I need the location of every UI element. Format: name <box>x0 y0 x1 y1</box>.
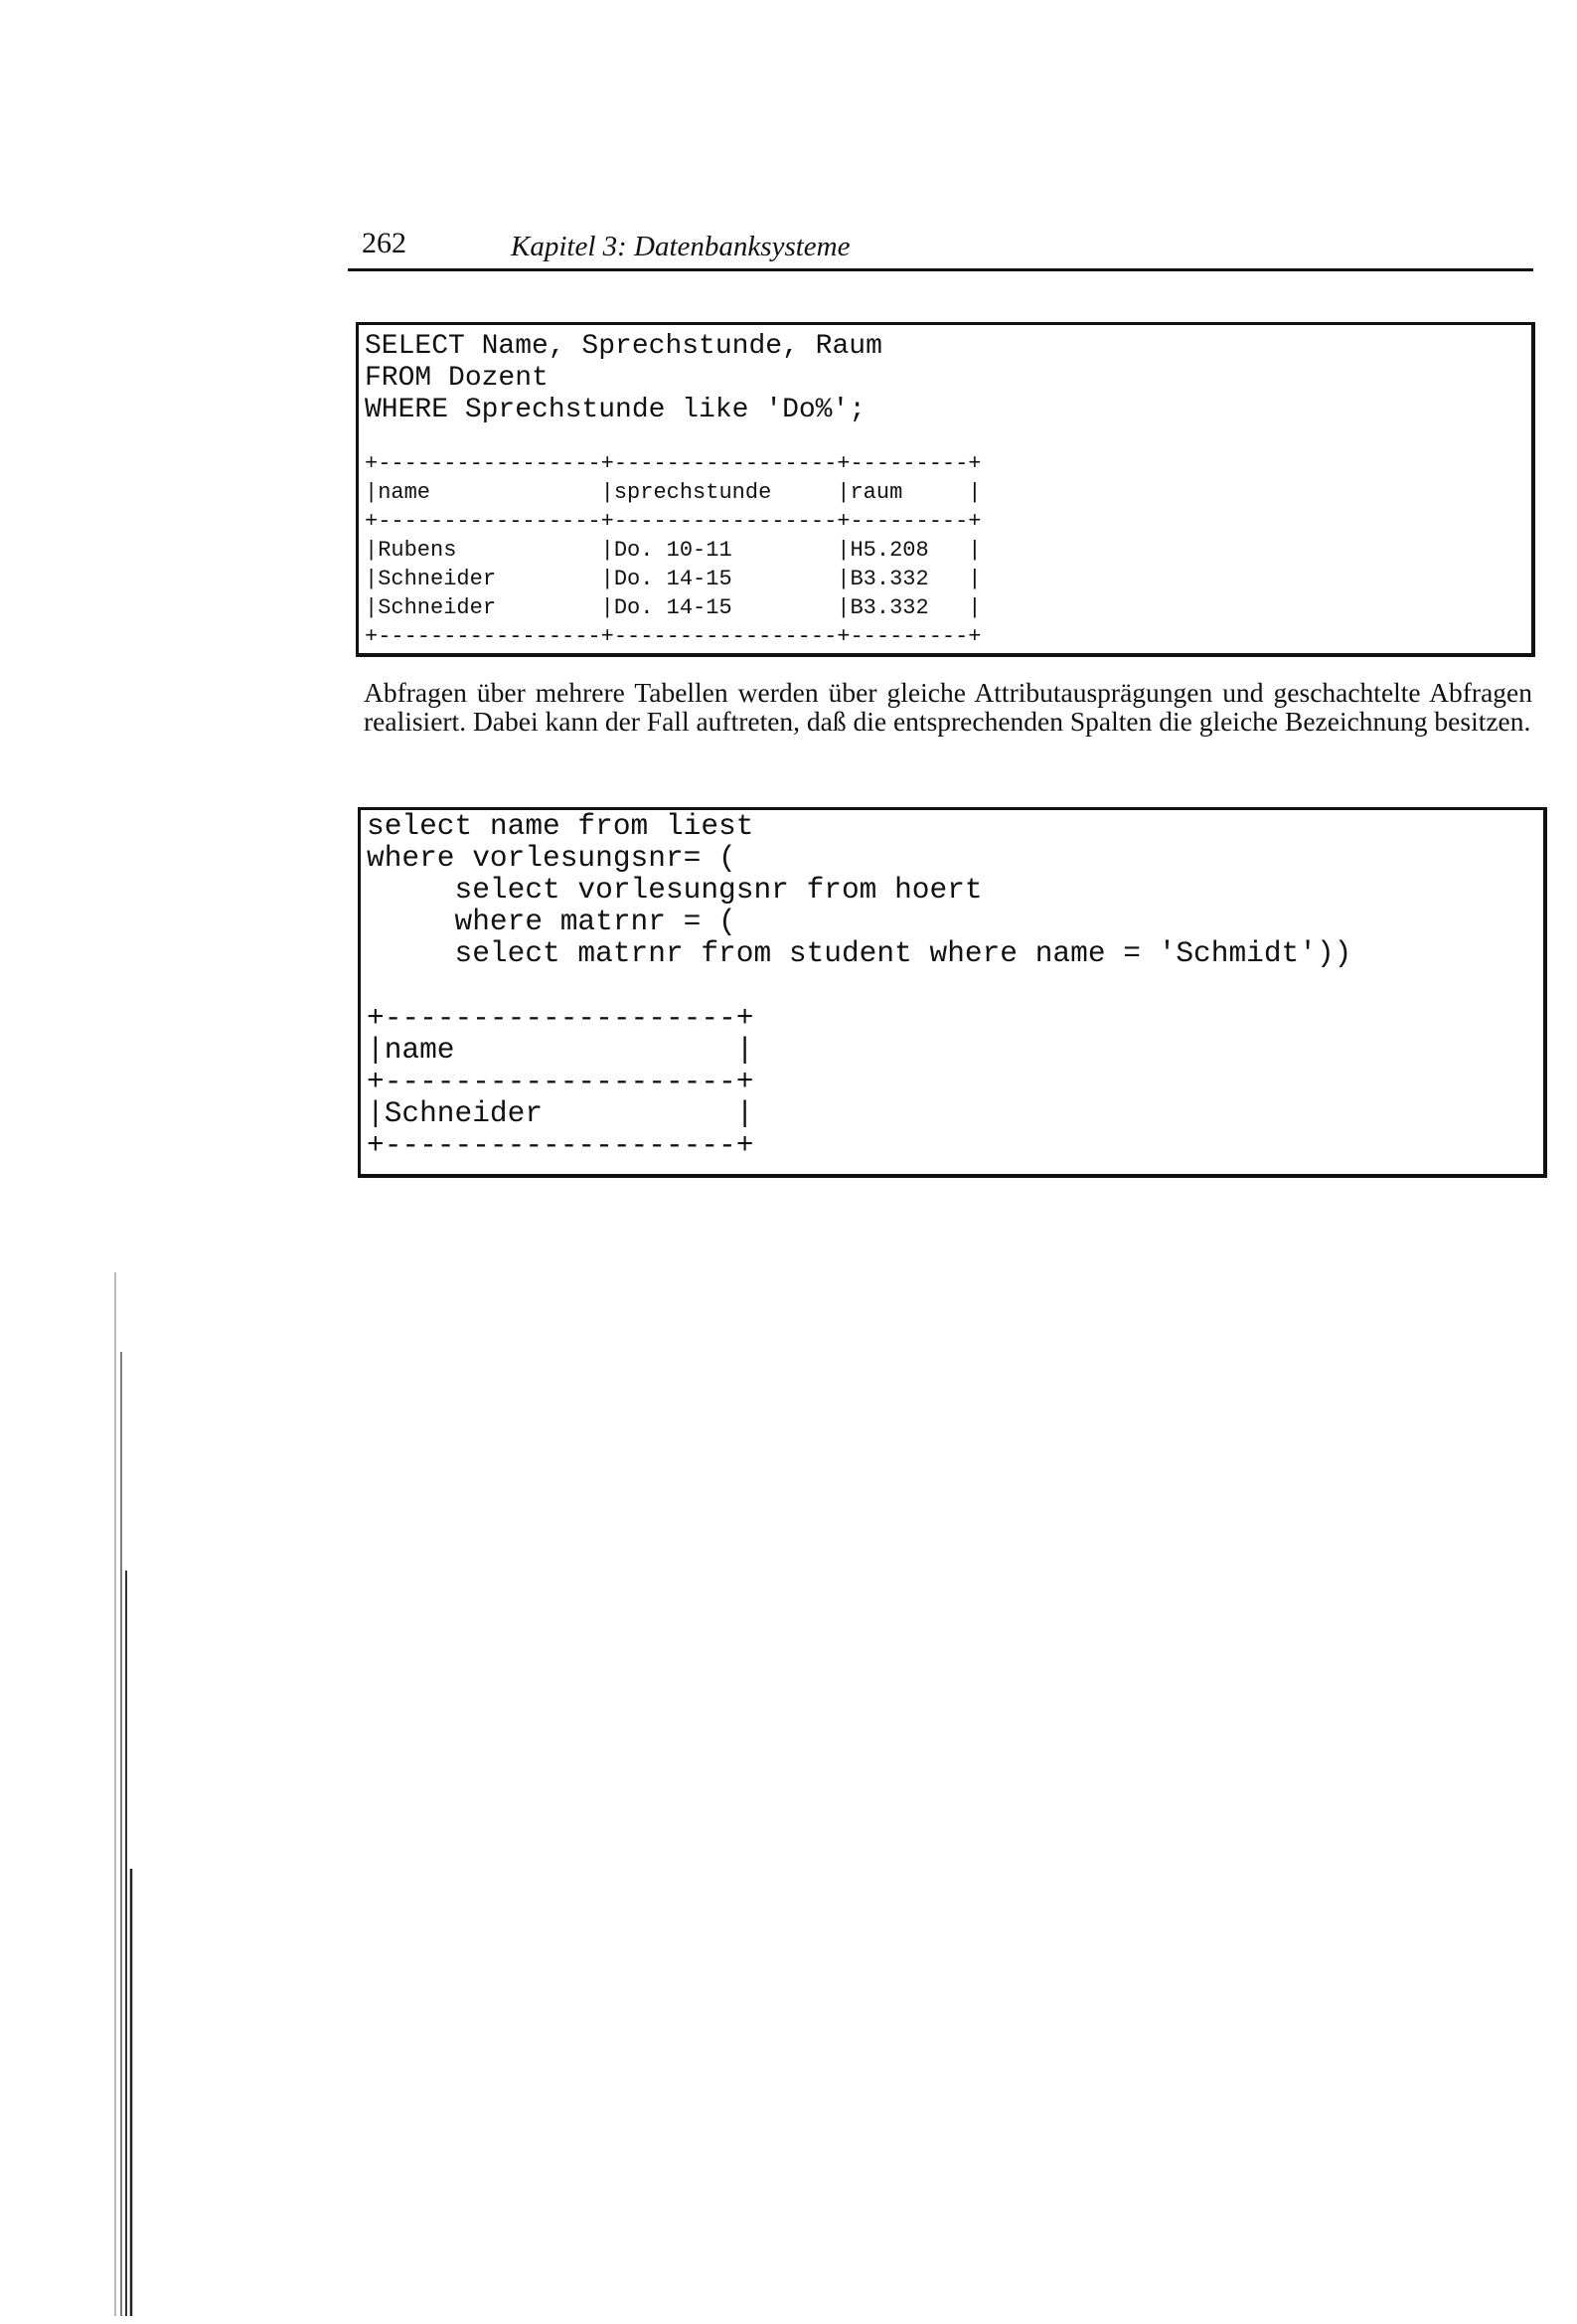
sql-query-2: select name from liest where vorlesungsnr= ( select vorlesungsnr from hoert where matrnr = ( select matrnr from student where name = 'Schmidt')) <box>367 809 1352 970</box>
query-result-table-2: +--------------------+ |name | +--------------------+ |Schneider | +--------------------+ <box>367 1001 754 1162</box>
page-header <box>348 227 1533 271</box>
scan-binding-shadow <box>109 1272 139 2316</box>
query-result-table-1: +-----------------+-----------------+---------+ |name |sprechstunde |raum | +-----------------+-----------------+---------+ |Rubens |Do. 10-11 |H5.208 | |Schneider |Do. 14-15 |B3.332 | |Schneider |Do. 14-15 |B3.332 | +-----------------+-----------------+---------+ <box>365 451 982 649</box>
chapter-title: Kapitel 3: Datenbanksysteme <box>511 231 851 262</box>
code-example-2 <box>358 807 1547 1178</box>
body-paragraph: Abfragen über mehrere Tabellen werden über gleiche Attributausprägungen und geschachtelte Abfragen realisiert. Dabei kann der Fall auftreten, daß die entsprechenden Spalten die gleiche Bezeichnung besitzen. <box>364 677 1532 737</box>
page-number: 262 <box>362 227 406 259</box>
code-example-1 <box>356 322 1535 657</box>
sql-query-1: SELECT Name, Sprechstunde, Raum FROM Dozent WHERE Sprechstunde like 'Do%'; <box>365 331 882 425</box>
